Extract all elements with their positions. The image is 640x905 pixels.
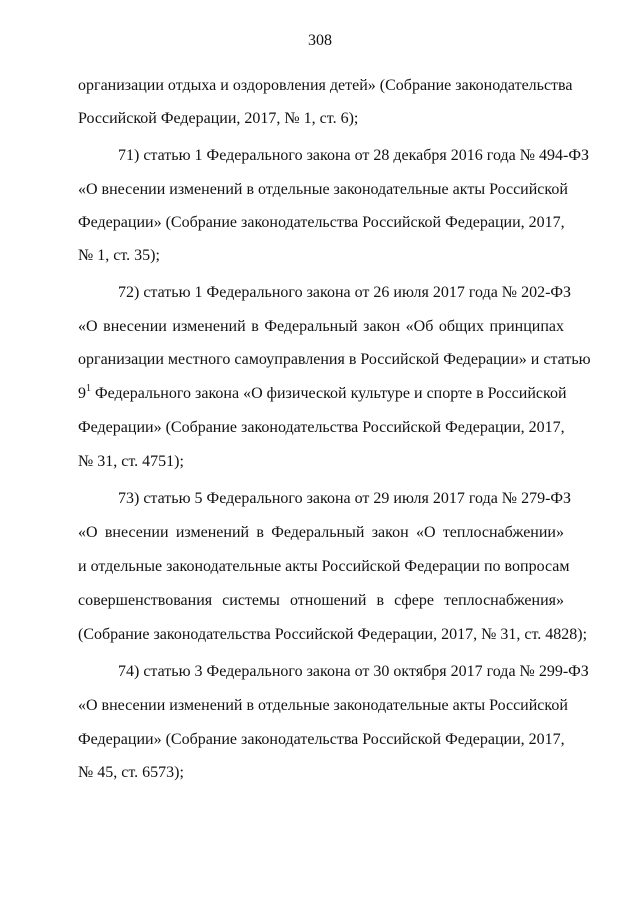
text-line: Федерации» (Собрание законодательства Российской Федерации, 2017, xyxy=(78,419,565,436)
list-item-73-first-line: 73) статью 5 Федерального закона от 29 июля 2017 года № 279-ФЗ xyxy=(118,490,572,507)
text-line: организации отдыха и оздоровления детей» (Собрание законодательства xyxy=(78,77,573,94)
list-item-72-first-line: 72) статью 1 Федерального закона от 26 июля 2017 года № 202-ФЗ xyxy=(118,284,572,301)
text-line: Федерации» (Собрание законодательства Российской Федерации, 2017, xyxy=(78,731,565,748)
text-line: «О внесении изменений в Федеральный закон «О теплоснабжении» xyxy=(78,524,564,541)
text-line: и отдельные законодательные акты Российской Федерации по вопросам xyxy=(78,558,570,575)
text-line: № 31, ст. 4751); xyxy=(78,453,184,470)
text-line: (Собрание законодательства Российской Федерации, 2017, № 31, ст. 4828); xyxy=(78,626,588,643)
text-line: организации местного самоуправления в Российской Федерации» и статью xyxy=(78,351,591,368)
page-number: 308 xyxy=(308,32,332,49)
text-fragment: Федерального закона «О физической культуре и спорте в Российской xyxy=(91,385,567,402)
list-item-71-first-line: 71) статью 1 Федерального закона от 28 декабря 2016 года № 494-ФЗ xyxy=(118,147,589,164)
text-line xyxy=(78,383,567,404)
text-line: № 45, ст. 6573); xyxy=(78,764,184,781)
text-line: № 1, ст. 35); xyxy=(78,247,160,264)
article-number: 9 xyxy=(78,385,86,402)
text-line: Федерации» (Собрание законодательства Российской Федерации, 2017, xyxy=(78,214,565,231)
article-number-superscript: 1 xyxy=(86,383,91,394)
text-line: «О внесении изменений в отдельные законодательные акты Российской xyxy=(78,181,568,198)
list-item-74-first-line: 74) статью 3 Федерального закона от 30 октября 2017 года № 299-ФЗ xyxy=(118,663,589,680)
text-line: «О внесении изменений в Федеральный закон «Об общих принципах xyxy=(78,318,564,335)
text-line: Российской Федерации, 2017, № 1, ст. 6); xyxy=(78,110,359,127)
text-line: «О внесении изменений в отдельные законодательные акты Российской xyxy=(78,697,568,714)
text-line: совершенствования системы отношений в сфере теплоснабжения» xyxy=(78,592,564,609)
